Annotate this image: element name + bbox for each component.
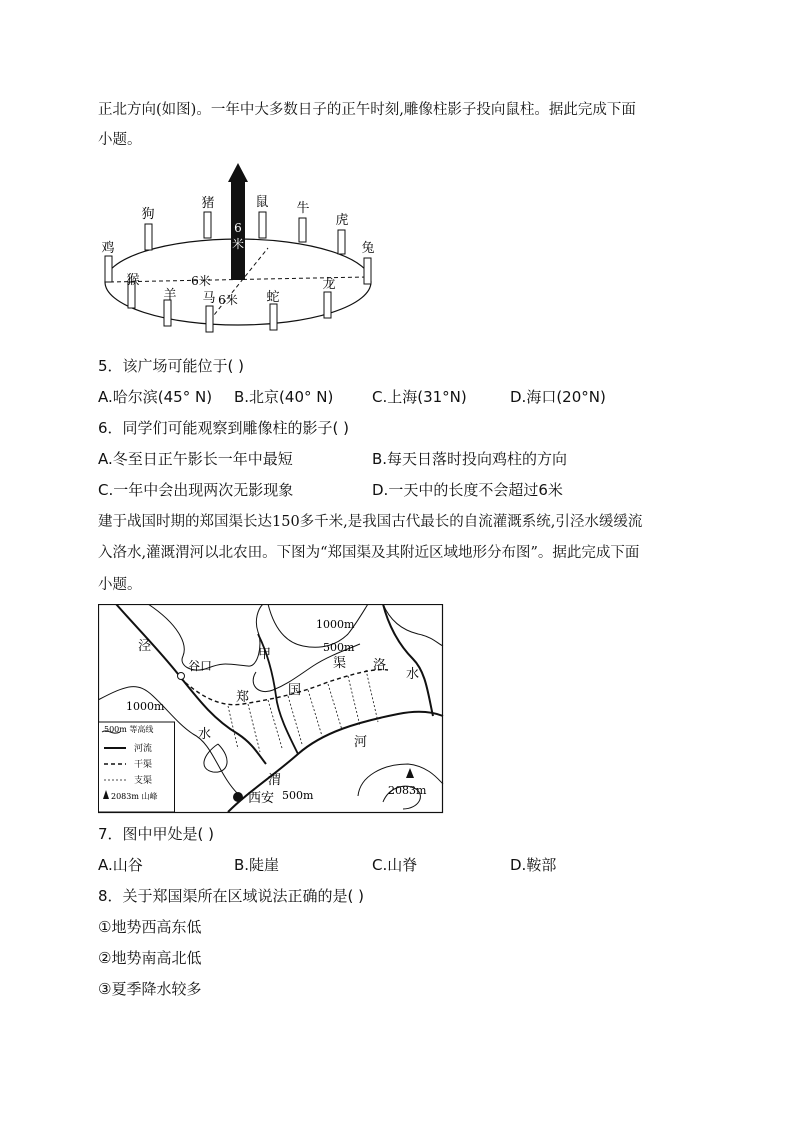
radius-label: 6米: [191, 274, 211, 288]
pillar-hou: [126, 273, 139, 308]
pillar-gou: [141, 207, 154, 250]
label-luo: 洛: [373, 658, 387, 673]
q7-option-c[interactable]: C.山脊: [372, 856, 418, 874]
label-xian: 西安: [248, 791, 275, 806]
label-contour-1000-ne: 1000m: [316, 618, 355, 631]
label-contour-500-s: 500m: [282, 789, 314, 802]
svg-text:虎: 虎: [335, 213, 349, 228]
pillar-shu: [255, 195, 268, 238]
label-jing-shui: 水: [198, 727, 212, 742]
q7-option-d[interactable]: D.鞍部: [510, 856, 557, 874]
passage2-line-3: 小题。: [98, 577, 142, 593]
q7-option-b[interactable]: B.陡崖: [234, 856, 280, 874]
label-gukou: 谷口: [188, 659, 213, 673]
q6-stem: 6．同学们可能观察到雕像柱的影子( ): [98, 419, 350, 437]
column-unit-label: 米: [231, 237, 245, 251]
intro-line-1: 正北方向(如图)。一年中大多数日子的正午时刻,雕像柱影子投向鼠柱。据此完成下面: [98, 102, 636, 118]
label-qu: 渠: [333, 656, 347, 671]
svg-text:羊: 羊: [163, 288, 177, 303]
passage2-line-1: 建于战国时期的郑国渠长达150多千米,是我国古代最长的自流灌溉系统,引泾水缓缓流: [98, 514, 643, 530]
pillar-ji: [101, 241, 114, 282]
pillar-niu: [296, 200, 309, 242]
svg-text:龙: 龙: [322, 277, 336, 292]
svg-text:支渠: 支渠: [134, 776, 153, 786]
q7-stem: 7．图中甲处是( ): [98, 825, 215, 843]
svg-text:狗: 狗: [141, 207, 155, 222]
label-jing: 泾: [138, 639, 152, 654]
q5-option-d[interactable]: D.海口(20°N): [510, 388, 606, 406]
label-zheng: 郑: [236, 690, 250, 705]
pillar-zhu: [201, 195, 214, 238]
label-guo: 国: [288, 683, 302, 698]
svg-text:猪: 猪: [201, 196, 215, 211]
q6-option-b[interactable]: B.每天日落时投向鸡柱的方向: [372, 450, 568, 468]
label-jia: 甲: [258, 647, 272, 662]
svg-text:2083m 山峰: 2083m 山峰: [111, 792, 158, 801]
q5-option-a[interactable]: A.哈尔滨(45° N): [98, 388, 213, 406]
svg-text:兔: 兔: [361, 241, 375, 256]
label-contour-1000-w: 1000m: [126, 700, 165, 713]
xian-marker: [233, 792, 243, 802]
svg-text:蛇: 蛇: [266, 290, 280, 305]
svg-text:鸡: 鸡: [101, 241, 115, 256]
label-he: 河: [354, 735, 368, 750]
zhengguoqu-map: [98, 604, 444, 814]
sundial-figure: [98, 160, 388, 340]
q8-statement-2: ②地势南高北低: [98, 949, 202, 967]
svg-text:干渠: 干渠: [134, 760, 153, 770]
label-wei: 渭: [268, 773, 282, 788]
q8-statement-1: ①地势西高东低: [98, 918, 202, 936]
q8-stem: 8．关于郑国渠所在区域说法正确的是( ): [98, 887, 365, 905]
map-legend: [99, 722, 175, 812]
passage2-line-2: 入洛水,灌溉渭河以北农田。下图为“郑国渠及其附近区域地形分布图”。据此完成下面: [98, 545, 640, 561]
gukou-marker: [178, 673, 185, 680]
q6-option-c[interactable]: C.一年中会出现两次无影现象: [98, 481, 294, 499]
q6-option-a[interactable]: A.冬至日正午影长一年中最短: [98, 450, 293, 468]
svg-text:河流: 河流: [134, 744, 153, 754]
q7-option-a[interactable]: A.山谷: [98, 856, 143, 874]
pillar-ma: [202, 291, 215, 332]
q5-stem: 5．该广场可能位于( ): [98, 357, 245, 375]
q5-option-c[interactable]: C.上海(31°N): [372, 388, 467, 406]
column-height-label: 6: [234, 221, 242, 235]
intro-line-2: 小题。: [98, 132, 142, 148]
pillar-hu: [335, 212, 348, 254]
svg-text:马: 马: [202, 291, 216, 306]
q5-option-b[interactable]: B.北京(40° N): [234, 388, 334, 406]
radius-label-2: 6米: [218, 293, 238, 307]
label-luo-shui: 水: [406, 667, 420, 682]
svg-text:鼠: 鼠: [255, 195, 269, 210]
svg-text:猴: 猴: [126, 273, 140, 288]
svg-text:500m 等高线: 500m 等高线: [104, 725, 154, 734]
q8-statement-3: ③夏季降水较多: [98, 980, 202, 998]
label-contour-500-n: 500m: [323, 641, 355, 654]
svg-text:牛: 牛: [296, 201, 310, 216]
label-peak: 2083m: [388, 784, 427, 797]
q6-option-d[interactable]: D.一天中的长度不会超过6米: [372, 481, 563, 499]
